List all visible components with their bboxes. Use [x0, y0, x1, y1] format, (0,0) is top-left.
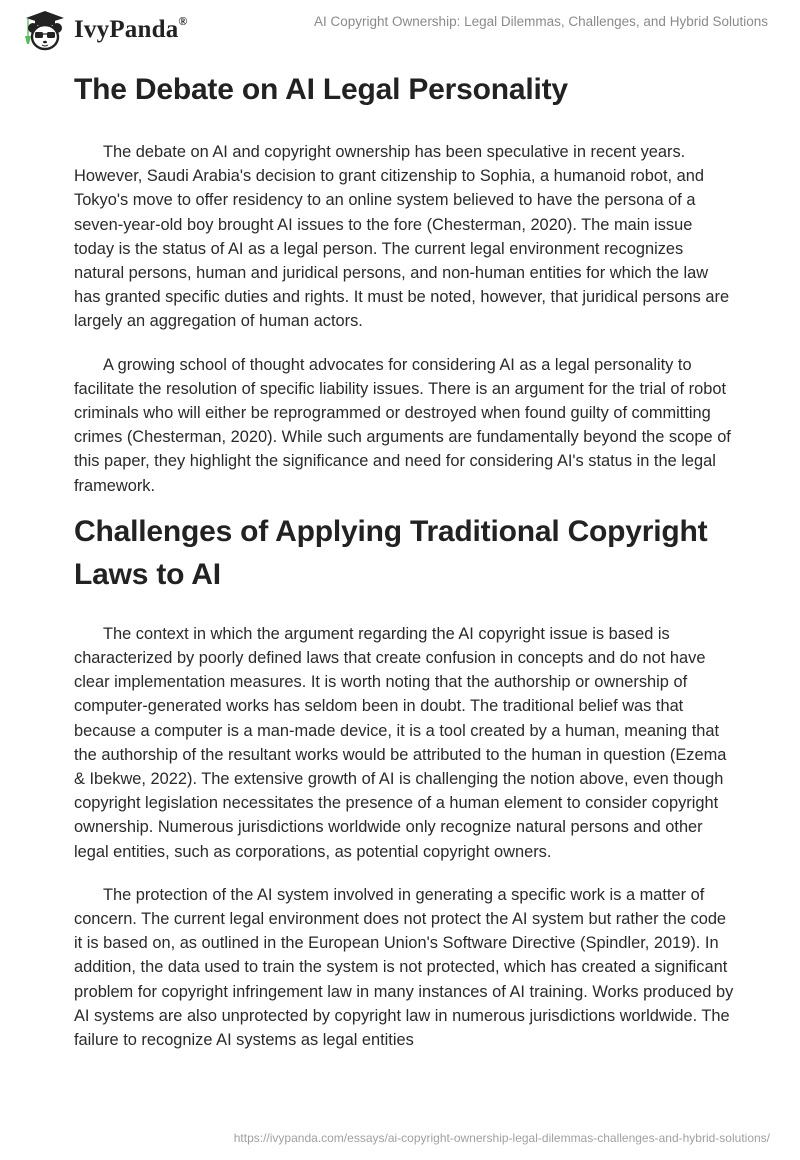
- essay-content: [74, 68, 734, 1052]
- section-heading: Challenges of Applying Traditional Copyright Laws to AI: [74, 514, 708, 591]
- paragraph: The protection of the AI system involved in generating a specific work is a matter of concern. The current legal environment does not protect the AI system but rather the code it is based on, as outlined in the European Union's Software Directive (Spindler, 2019). In addition, the data used to train the system is not protected, which has created a significant problem for copyright infringement law in many instances of AI training. Works produced by AI systems are also unprotected by copyright law in numerous jurisdictions worldwide. The failure to recognize AI systems as legal entities: [74, 885, 734, 1050]
- panda-graduate-icon: [18, 8, 68, 52]
- section-heading: The Debate on AI Legal Personality: [74, 73, 568, 106]
- source-url[interactable]: https://ivypanda.com/essays/ai-copyright-ownership-legal-dilemmas-challenges-and-hybrid-solutions/: [233, 1131, 770, 1145]
- page-header: [0, 0, 800, 56]
- paragraph: The debate on AI and copyright ownership has been speculative in recent years. However, Saudi Arabia's decision to grant citizenship to Sophia, a humanoid robot, and Tokyo's move to offer residency to an online system believed to have the persona of a seven-year-old boy brought AI issues to the fore (Chesterman, 2020). The main issue today is the status of AI as a legal person. The current legal environment recognizes natural persons, human and juridical persons, and non-human entities for which the law has granted specific duties and rights. It must be noted, however, that juridical persons are largely an aggregation of human actors.: [74, 143, 730, 331]
- document-title: AI Copyright Ownership: Legal Dilemmas, Challenges, and Hybrid Solutions: [314, 14, 768, 29]
- paragraph: The context in which the argument regarding the AI copyright issue is based is characterized by poorly defined laws that create confusion in concepts and do not have clear implementation measures. It is worth noting that the authorship or ownership of computer-generated works has seldom been in doubt. The traditional belief was that because a computer is a man-made device, it is a tool created by a human, meaning that the authorship of the resultant works would be attributed to the human in question (Ezema & Ibekwe, 2022). The extensive growth of AI is challenging the notion above, even though copyright legislation necessitates the presence of a human element to consider copyright ownership. Numerous jurisdictions worldwide only recognize natural persons and other legal entities, such as corporations, as potential copyright owners.: [74, 624, 727, 861]
- ivypanda-logo[interactable]: [18, 8, 188, 52]
- logo-text: IvyPanda®: [74, 14, 188, 43]
- paragraph: A growing school of thought advocates for considering AI as a legal personality to facilitate the resolution of specific liability issues. There is an argument for the trial of robot criminals who will either be reprogrammed or destroyed when found guilty of committing crimes (Chesterman, 2020). While such arguments are fundamentally beyond the scope of this paper, they highlight the significance and need for considering AI's status in the legal framework.: [74, 355, 731, 495]
